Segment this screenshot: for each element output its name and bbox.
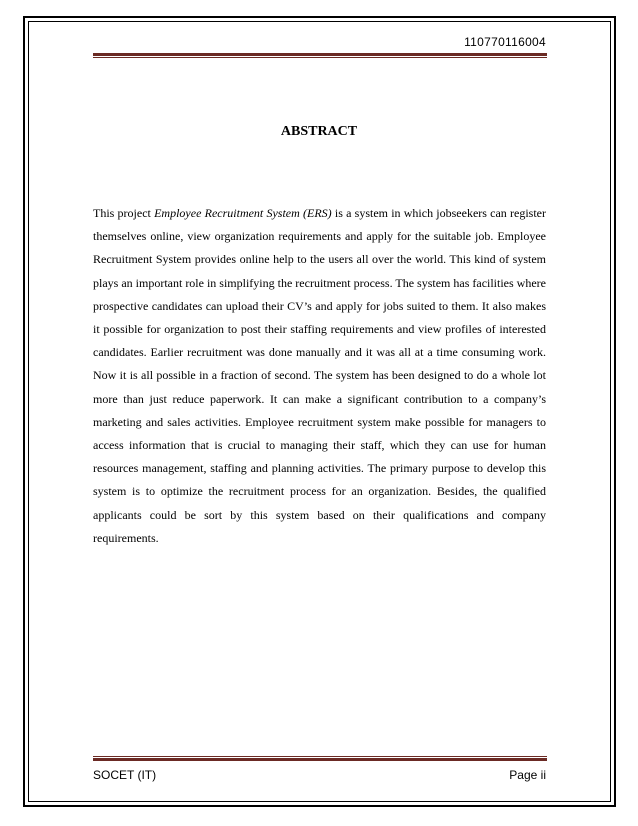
abstract-system-name: Employee Recruitment System (ERS) — [154, 206, 332, 220]
abstract-paragraph — [93, 202, 546, 550]
footer-page-number: Page ii — [509, 768, 546, 782]
header-rule-thin — [93, 57, 547, 58]
header-document-id: 110770116004 — [464, 35, 546, 49]
abstract-intro: This project — [93, 206, 155, 220]
footer-rule — [93, 758, 547, 761]
footer-department: SOCET (IT) — [93, 768, 157, 782]
footer-rule-thin — [93, 756, 547, 757]
page-title: ABSTRACT — [280, 124, 358, 139]
header-rule — [93, 53, 547, 56]
abstract-text: is a system in which jobseekers can register themselves online, view organization requirements and apply for the suitable job. Employee Recruitment System provides online help to the users all over the world. This kind of system plays an important role in simplifying the recruitment process. The system has facilities where prospective candidates can upload their CV’s and apply for jobs suited to them. It also makes it possible for organization to post their staffing requirements and view profiles of interested candidates. Earlier recruitment was done manually and it was all at a time consuming work. Now it is all possible in a fraction of second. The system has been designed to do a whole lot more than just reduce paperwork. It can make a significant contribution to a company’s marketing and sales activities. Employee recruitment system make possible for managers to access information that is crucial to managing their staff, which they can use for human resources management, staffing and planning activities. The primary purpose to develop this system is to optimize the recruitment process for an organization. Besides, the qualified applicants could be sort by this system based on their qualifications and company requirements. — [93, 206, 547, 545]
